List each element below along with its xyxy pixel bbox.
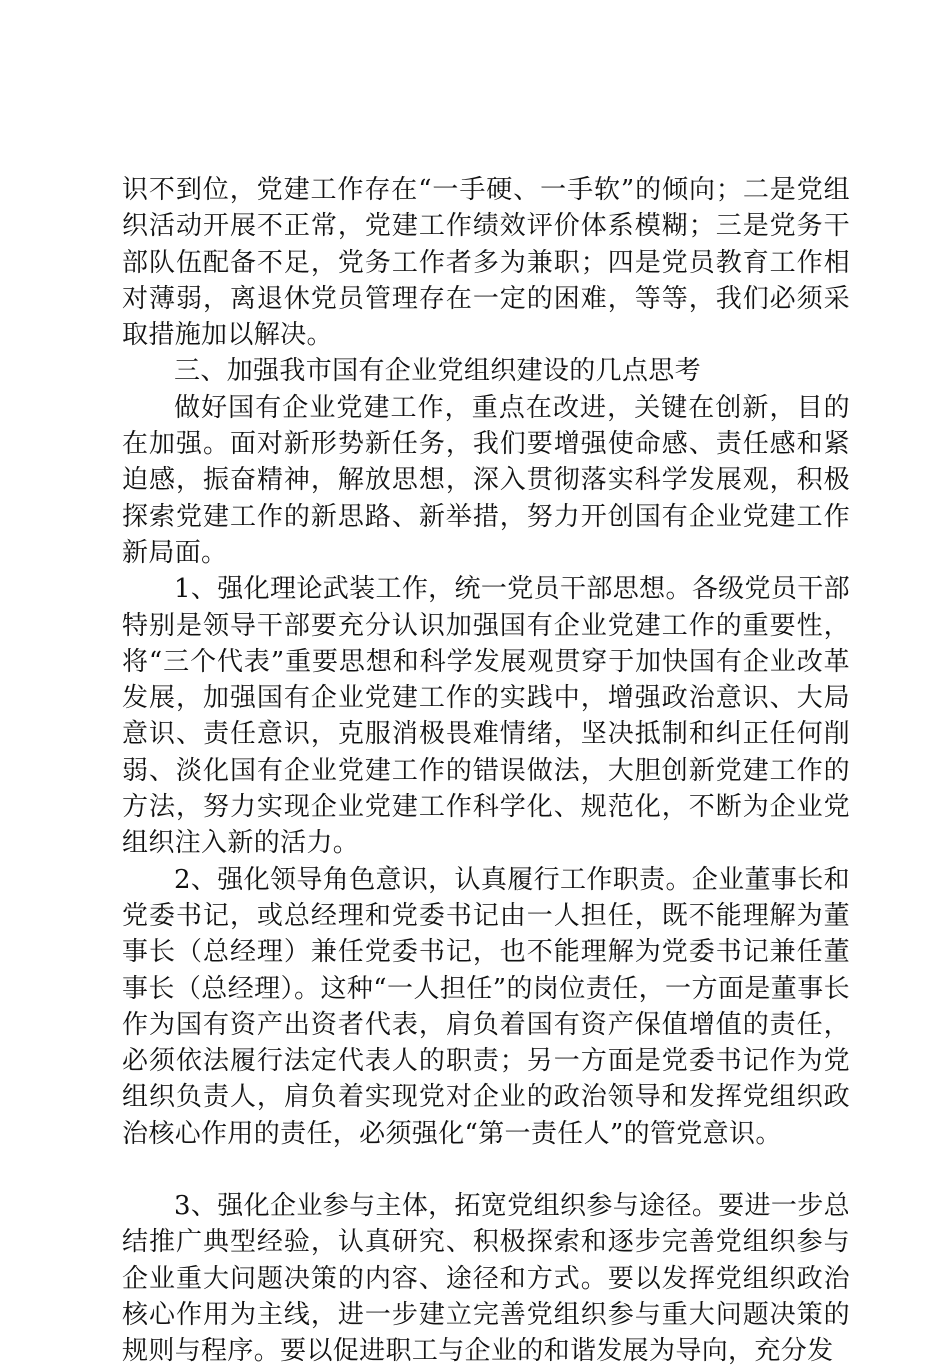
paragraph-point-2: 2、强化领导角色意识，认真履行工作职责。企业董事长和党委书记，或总经理和党委书记由一人担任，既不能理解为董事长（总经理）兼任党委书记，也不能理解为党委书记兼任董事长（总经理）。这种“一人担任”的岗位责任，一方面是董事长作为国有资产出资者代表，肩负着国有资产保值增值的责任，必须依法履行法定代表人的职责；另一方面是党委书记作为党组织负责人，肩负着实现党对企业的政治领导和发挥党组织政治核心作用的责任，必须强化“第一责任人”的管党意识。 bbox=[122, 864, 850, 1149]
paragraph-intro: 做好国有企业党建工作，重点在改进，关键在创新，目的在加强。面对新形势新任务，我们要增强使命感、责任感和紧迫感，振奋精神，解放思想，深入贯彻落实科学发展观，积极探索党建工作的新思路、新举措，努力开创国有企业党建工作新局面。 bbox=[122, 392, 850, 568]
paragraph-point-3: 3、强化企业参与主体，拓宽党组织参与途径。要进一步总结推广典型经验，认真研究、积极探索和逐步完善党组织参与企业重大问题决策的内容、途径和方式。要以发挥党组织政治核心作用为主线，进一步建立完善党组织参与重大问题决策的规则与程序。要以促进职工与企业的和谐发展为导向，充分发 bbox=[122, 1191, 850, 1367]
document-body bbox=[122, 172, 850, 1370]
section-heading: 三、加强我市国有企业党组织建设的几点思考 bbox=[174, 356, 702, 387]
paragraph-continuation: 识不到位，党建工作存在“一手硬、一手软”的倾向；二是党组织活动开展不正常，党建工作绩效评价体系模糊；三是党务干部队伍配备不足，党务工作者多为兼职；四是党员教育工作相对薄弱，离退休党员管理存在一定的困难，等等，我们必须采取措施加以解决。 bbox=[122, 175, 850, 351]
paragraph-point-1: 1、强化理论武装工作，统一党员干部思想。各级党员干部特别是领导干部要充分认识加强国有企业党建工作的重要性，将“三个代表”重要思想和科学发展观贯穿于加快国有企业改革发展，加强国有企业党建工作的实践中，增强政治意识、大局意识、责任意识，克服消极畏难情绪，坚决抵制和纠正任何削弱、淡化国有企业党建工作的错误做法，大胆创新党建工作的方法，努力实现企业党建工作科学化、规范化，不断为企业党组织注入新的活力。 bbox=[122, 574, 850, 859]
paragraph-spacer bbox=[122, 1152, 850, 1188]
